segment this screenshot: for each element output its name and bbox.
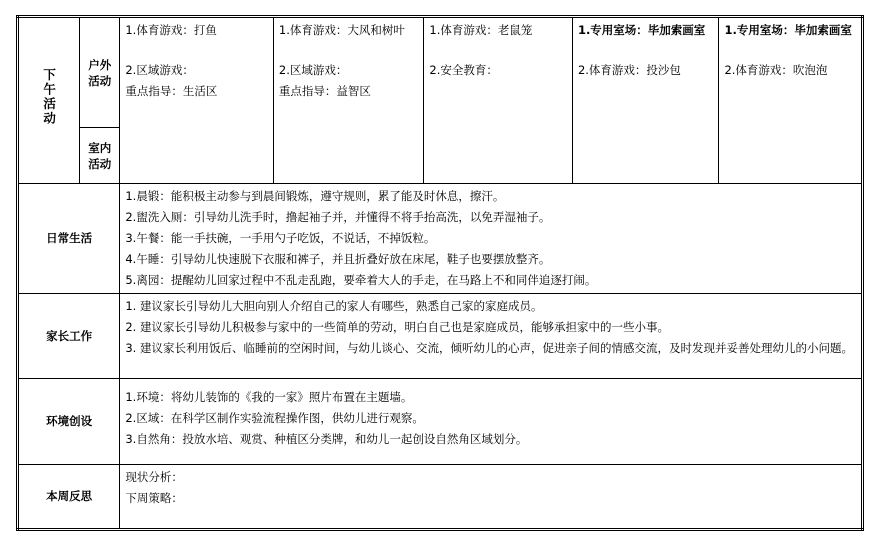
reflection-header: 本周反思 [18, 465, 120, 530]
parent-work-item: 2. 建议家长引导幼儿积极参与家中的一些简单的劳动，明白自己也是家庭成员，能够承担家中的一些小事。 [125, 320, 669, 334]
reflection-content [120, 465, 863, 530]
day2-line2: 2.区域游戏： [278, 63, 348, 77]
parent-work-item: 3. 建议家长利用饭后、临睡前的空闲时间，与幼儿谈心、交流，倾听幼儿的心声，促进亲子间的情感交流，及时发现并妥善处理幼儿的小问题。 [125, 341, 853, 355]
environment-row [18, 379, 863, 465]
parent-work-header: 家长工作 [18, 294, 120, 379]
daily-life-row [18, 184, 863, 294]
daily-life-item: 2.盥洗入厕：引导幼儿洗手时，撸起袖子并，并懂得不将手抬高洗，以免弄湿袖子。 [125, 210, 551, 224]
afternoon-label: 下午活动 [41, 68, 57, 126]
day-cell-3 [424, 17, 573, 184]
daily-life-content [120, 184, 863, 294]
day4-line1: 1.专用室场：毕加索画室 [577, 23, 706, 37]
day-cell-4 [572, 17, 719, 184]
parent-work-row [18, 294, 863, 379]
day2-line3: 重点指导：益智区 [278, 84, 371, 98]
reflection-plan: 下周策略： [125, 491, 183, 505]
day4-line2: 2.体育游戏：投沙包 [577, 63, 681, 77]
day5-line2: 2.体育游戏：吹泡泡 [724, 63, 828, 77]
day-cell-5 [719, 17, 863, 184]
environment-content [120, 379, 863, 465]
outdoor-label: 户外活动 [88, 57, 112, 88]
daily-life-item: 1.晨锻：能积极主动参与到晨间锻炼，遵守规则，累了能及时休息，擦汗。 [125, 189, 505, 203]
day-cell-1 [120, 17, 274, 184]
reflection-row [18, 465, 863, 530]
day3-line2: 2.安全教育： [429, 63, 498, 77]
day1-line3: 重点指导：生活区 [125, 84, 218, 98]
day3-line1: 1.体育游戏：老鼠笼 [429, 23, 533, 37]
daily-life-header: 日常生活 [18, 184, 120, 294]
day1-line2: 2.区域游戏： [125, 63, 194, 77]
weekly-plan-table [16, 15, 864, 531]
day2-line1: 1.体育游戏：大风和树叶 [278, 23, 405, 37]
reflection-status: 现状分析： [125, 470, 183, 484]
daily-life-item: 3.午餐：能一手扶碗，一手用勺子吃饭，不说话，不掉饭粒。 [125, 231, 436, 245]
environment-header: 环境创设 [18, 379, 120, 465]
daily-life-item: 5.离园：提醒幼儿回家过程中不乱走乱跑，要牵着大人的手走，在马路上不和同伴追逐打闹。 [125, 273, 597, 287]
parent-work-item: 1. 建议家长引导幼儿大胆向别人介绍自己的家人有哪些，熟悉自己家的家庭成员。 [125, 299, 543, 313]
environment-item: 2.区域：在科学区制作实验流程操作图，供幼儿进行观察。 [125, 411, 424, 425]
day-cell-2 [273, 17, 424, 184]
environment-item: 3.自然角：投放水培、观赏、种植区分类牌，和幼儿一起创设自然角区域划分。 [125, 432, 528, 446]
day1-line1: 1.体育游戏：打鱼 [125, 23, 217, 37]
day5-line1: 1.专用室场：毕加索画室 [724, 23, 852, 37]
afternoon-row [18, 17, 863, 128]
environment-item: 1.环境：将幼儿装饰的《我的一家》照片布置在主题墙。 [125, 390, 413, 404]
daily-life-item: 4.午睡：引导幼儿快速脱下衣服和裤子，并且折叠好放在床尾，鞋子也要摆放整齐。 [125, 252, 551, 266]
outdoor-header [80, 17, 120, 128]
parent-work-content [120, 294, 863, 379]
indoor-label: 室内活动 [88, 140, 112, 171]
indoor-header [80, 128, 120, 184]
afternoon-header [18, 17, 80, 184]
